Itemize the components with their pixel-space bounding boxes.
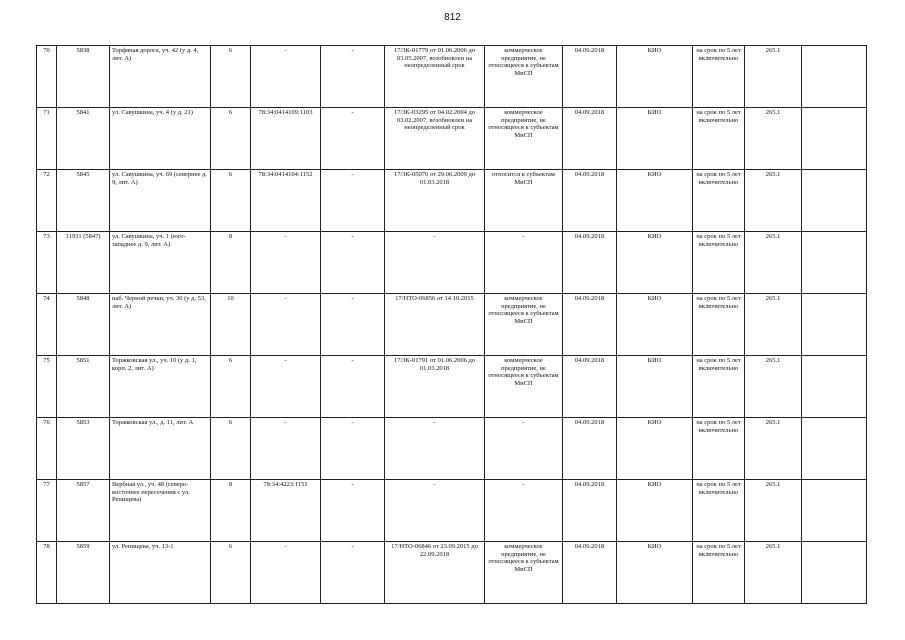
cell-term: на срок по 5 лет включительно [693,542,745,604]
cell-cadastral-number: 78:34:4223:1151 [251,480,321,542]
cell-date: 04.09.2018 [563,480,617,542]
cell-contract: 17/ЗК-05070 от 29.06.2009 до 01.03.2018 [385,170,485,232]
cell-object-id: 5838 [57,46,110,108]
cell-term: на срок по 5 лет включительно [693,356,745,418]
cell-tenant-status: коммерческое предприятие, не относящееся к субъектам МиСП [485,542,563,604]
cell-contract: - [385,418,485,480]
cell-row-number: 76 [37,418,57,480]
cell-address: ул. Савушкина, уч. 69 (севернее д. 9, лит. А) [110,170,211,232]
table-row [37,480,867,542]
cell-address: Торфяная дорога, уч. 42 (у д. 4, лит. А) [110,46,211,108]
table-row [37,418,867,480]
cell-extra: - [321,542,385,604]
cell-price: 265.1 [745,418,802,480]
cell-row-number: 75 [37,356,57,418]
cell-address: ул. Савушкина, уч. 4 (у д. 21) [110,108,211,170]
cell-contract: 17/ЗК-01779 от 01.06.2006 до 03.05.2007, возобновлен на неопределенный срок [385,46,485,108]
cell-address: ул. Савушкина, уч. 1 (юго-западнее д. 9, лит. А) [110,232,211,294]
cell-date: 04.09.2018 [563,108,617,170]
cell-price: 265.1 [745,542,802,604]
cell-cadastral-number: 78:34:0414104:1152 [251,170,321,232]
cell-price: 265.1 [745,356,802,418]
cell-note [802,480,867,542]
cell-cadastral-number: - [251,418,321,480]
cell-extra: - [321,356,385,418]
cell-tenant-status: коммерческое предприятие, не относящееся к субъектам МиСП [485,108,563,170]
cell-extra: - [321,170,385,232]
cell-contract: - [385,480,485,542]
cell-date: 04.09.2018 [563,542,617,604]
cell-note [802,356,867,418]
cell-date: 04.09.2018 [563,294,617,356]
cell-price: 265.1 [745,108,802,170]
cell-tenant-status: - [485,480,563,542]
cell-contract: 17/ЗК-01791 от 01.06.2006 до 01.03.2018 [385,356,485,418]
cell-price: 265.1 [745,46,802,108]
cell-cadastral-number: - [251,542,321,604]
cell-row-number: 73 [37,232,57,294]
cell-tenant-status: - [485,418,563,480]
cell-authority: КИО [617,46,693,108]
cell-cadastral-number: - [251,356,321,418]
cell-address: Торжковская ул., д. 11, лит. А [110,418,211,480]
cell-object-id: 5841 [57,108,110,170]
table-row [37,108,867,170]
cell-authority: КИО [617,232,693,294]
cell-authority: КИО [617,542,693,604]
cell-area: 6 [211,170,251,232]
cell-extra: - [321,232,385,294]
cell-price: 265.1 [745,170,802,232]
cell-note [802,232,867,294]
cell-area: 6 [211,356,251,418]
cell-area: 8 [211,232,251,294]
cell-area: 6 [211,418,251,480]
cell-term: на срок по 5 лет включительно [693,480,745,542]
cell-note [802,108,867,170]
cell-tenant-status: - [485,232,563,294]
table-row [37,170,867,232]
cell-authority: КИО [617,294,693,356]
cell-row-number: 71 [37,108,57,170]
cell-note [802,170,867,232]
cell-note [802,294,867,356]
cell-authority: КИО [617,418,693,480]
cell-address: Торжковская ул., уч. 10 (у д. 1, корп. 2, лит. А) [110,356,211,418]
register-table [36,45,867,604]
cell-term: на срок по 5 лет включительно [693,170,745,232]
cell-tenant-status: коммерческое предприятие, не относящееся к субъектам МиСП [485,46,563,108]
cell-contract: 17/НТО-06846 от 23.09.2015 до 22.09.2018 [385,542,485,604]
cell-row-number: 72 [37,170,57,232]
cell-contract: 17/НТО-06856 от 14.10.2015 [385,294,485,356]
cell-price: 265.1 [745,480,802,542]
cell-tenant-status: коммерческое предприятие, не относящееся к субъектам МиСП [485,294,563,356]
cell-term: на срок по 5 лет включительно [693,418,745,480]
cell-authority: КИО [617,480,693,542]
table-row [37,294,867,356]
cell-extra: - [321,418,385,480]
cell-object-id: 5851 [57,356,110,418]
cell-area: 6 [211,542,251,604]
cell-date: 04.09.2018 [563,46,617,108]
cell-authority: КИО [617,170,693,232]
cell-tenant-status: коммерческое предприятие, не относящееся к субъектам МиСП [485,356,563,418]
cell-object-id: 5857 [57,480,110,542]
cell-row-number: 77 [37,480,57,542]
table-row [37,356,867,418]
cell-area: 6 [211,46,251,108]
cell-address: наб. Черной речки, уч. 30 (у д. 53, лит. А) [110,294,211,356]
cell-note [802,418,867,480]
cell-cadastral-number: - [251,232,321,294]
cell-cadastral-number: - [251,294,321,356]
cell-term: на срок по 5 лет включительно [693,46,745,108]
cell-address: ул. Репищева, уч. 13-1 [110,542,211,604]
cell-term: на срок по 5 лет включительно [693,232,745,294]
cell-object-id: 5859 [57,542,110,604]
cell-extra: - [321,46,385,108]
cell-cadastral-number: 78:34:0414109:1103 [251,108,321,170]
cell-date: 04.09.2018 [563,418,617,480]
cell-date: 04.09.2018 [563,232,617,294]
cell-tenant-status: относится к субъектам МиСП [485,170,563,232]
cell-price: 265.1 [745,294,802,356]
cell-extra: - [321,294,385,356]
cell-extra: - [321,108,385,170]
cell-object-id: 5845 [57,170,110,232]
table-row [37,232,867,294]
cell-address: Вербная ул., уч. 48 (северо-восточнее пересечения с ул. Репищева) [110,480,211,542]
page-number: 812 [444,12,461,23]
cell-area: 10 [211,294,251,356]
cell-authority: КИО [617,108,693,170]
cell-area: 8 [211,480,251,542]
cell-price: 265.1 [745,232,802,294]
cell-row-number: 78 [37,542,57,604]
cell-note [802,46,867,108]
cell-object-id: 31931 (5847) [57,232,110,294]
table-row [37,542,867,604]
cell-contract: - [385,232,485,294]
cell-extra: - [321,480,385,542]
cell-contract: 17/ЗК-03295 от 04.02.2004 до 03.02.2007, возобновлен на неопределенный срок [385,108,485,170]
cell-cadastral-number: - [251,46,321,108]
cell-object-id: 5848 [57,294,110,356]
cell-area: 6 [211,108,251,170]
cell-note [802,542,867,604]
cell-authority: КИО [617,356,693,418]
cell-date: 04.09.2018 [563,356,617,418]
table-row [37,46,867,108]
cell-term: на срок по 5 лет включительно [693,108,745,170]
cell-date: 04.09.2018 [563,170,617,232]
cell-term: на срок по 5 лет включительно [693,294,745,356]
cell-row-number: 74 [37,294,57,356]
cell-row-number: 70 [37,46,57,108]
cell-object-id: 5853 [57,418,110,480]
